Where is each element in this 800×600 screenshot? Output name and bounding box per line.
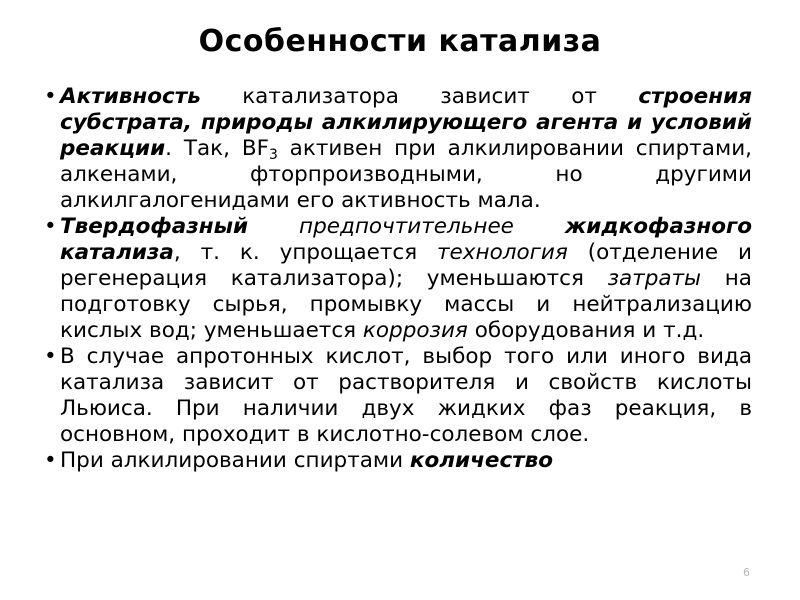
- bullet-2-preferable: предпочтительнее: [299, 214, 514, 239]
- bullet-2-term: Твердофазный: [60, 214, 249, 239]
- bullet-2-technology: технология: [437, 240, 568, 265]
- page-number: 6: [743, 566, 750, 579]
- bullet-item-activity: [46, 84, 752, 214]
- bullet-item-solid-phase: [46, 214, 752, 344]
- bullet-list: [46, 84, 752, 474]
- bullet-2-text-d: оборудования и т.д.: [467, 318, 705, 343]
- bullet-2-costs: затраты: [607, 266, 702, 291]
- bullet-2-space-b: [514, 214, 565, 239]
- bullet-1-text-b: . Так, BF: [165, 136, 269, 161]
- bullet-1-term: Активность: [60, 84, 201, 109]
- bullet-1-emphasis: строения субстрата, природы алкилирующего агента и условий реакции: [60, 84, 752, 161]
- bullet-2-corrosion: коррозия: [362, 318, 468, 343]
- bullet-item-aprotic-acids: [46, 344, 752, 448]
- bullet-1-subscript: 3: [268, 147, 278, 164]
- bullet-2-text-c: на подготовку сырья, промывку массы и нейтрализацию кислых вод; уменьшается: [60, 266, 752, 343]
- bullet-1-text-c: активен при алкилировании спиртами, алкенами, фторпроизводными, но другими алкилгалогенидами его активность мала.: [60, 136, 753, 213]
- bullet-2-liquid-phase: жидкофазного катализа: [60, 214, 752, 265]
- bullet-2-space-a: [248, 214, 299, 239]
- bullet-3-text: В случае апротонных кислот, выбор того или иного вида катализа зависит от растворителя и свойств кислоты Льюиса. При наличии двух жидких фаз реакция, в основном, проходит в кислотно-солевом слое.: [60, 344, 752, 447]
- bullet-4-emphasis: количество: [409, 448, 554, 473]
- slide-title: Особенности катализа: [198, 24, 602, 59]
- bullet-2-text-a: , т. к. упрощается: [173, 240, 438, 265]
- bullet-item-alcohols: [46, 448, 752, 474]
- bullet-4-text: При алкилировании спиртами: [60, 448, 410, 473]
- bullet-1-text-a: катализатора зависит от: [200, 84, 639, 109]
- bullet-2-text-b: (отделение и регенерация катализатора); уменьшаются: [60, 240, 752, 291]
